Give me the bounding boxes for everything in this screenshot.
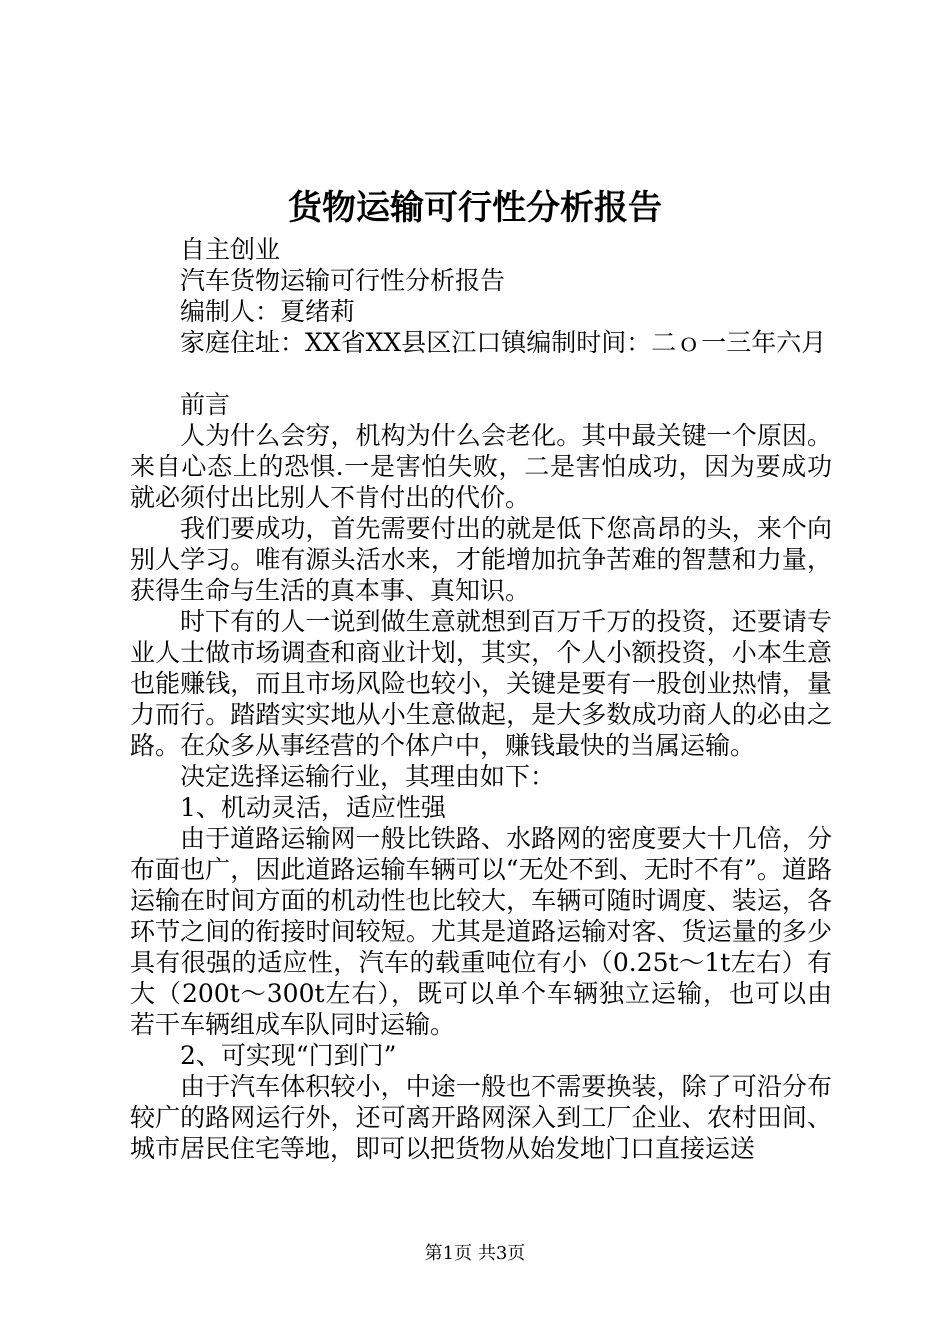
- document-body: [130, 234, 832, 1164]
- paragraph-5: 由于道路运输网一般比铁路、水路网的密度要大十几倍，分布面也广，因此道路运输车辆可以“无处不到、无时不有”。道路运输在时间方面的机动性也比较大，车辆可随时调度、装运，各环节之间的衔接时间较短。尤其是道路运输对客、货运量的多少具有很强的适应性，汽车的载重吨位有小（0.25t～1t左右）有大（200t～300t左右），既可以单个车辆独立运输，也可以由若干车辆组成车队同时运输。: [130, 824, 832, 1039]
- paragraph-1: 人为什么会穷，机构为什么会老化。其中最关键一个原因。来自心态上的恐惧.一是害怕失败，二是害怕成功，因为要成功就必须付出比别人不肯付出的代价。: [130, 421, 832, 512]
- meta-line-category: 自主创业: [180, 235, 281, 264]
- page-footer: 第1页 共3页: [424, 1243, 526, 1264]
- meta-line-address-date: 家庭住址：XX省XX县区江口镇编制时间：二ｏ一三年六月: [180, 328, 827, 357]
- paragraph-4: 决定选择运输行业，其理由如下：: [180, 762, 556, 791]
- spacer: [130, 358, 832, 389]
- document-title: 货物运输可行性分析报告: [288, 188, 662, 228]
- paragraph-2: 我们要成功，首先需要付出的就是低下您高昂的头，来个向别人学习。唯有源头活水来，才能增加抗争苦难的智慧和力量，获得生命与生活的真本事、真知识。: [130, 514, 832, 605]
- section-heading: 前言: [180, 390, 231, 419]
- subheading-2: 2、可实现“门到门”: [180, 1041, 397, 1070]
- paragraph-3: 时下有的人一说到做生意就想到百万千万的投资，还要请专业人士做市场调查和商业计划，其实，个人小额投资，小本生意也能赚钱，而且市场风险也较小，关键是要有一股创业热情，量力而行。踏踏实实地从小生意做起，是大多数成功商人的必由之路。在众多从事经营的个体户中，赚钱最快的当属运输。: [130, 607, 832, 760]
- paragraph-6: 由于汽车体积较小，中途一般也不需要换装，除了可沿分布较广的路网运行外，还可离开路网深入到工厂企业、农村田间、城市居民住宅等地，即可以把货物从始发地门口直接运送: [130, 1072, 832, 1163]
- subheading-1: 1、机动灵活，适应性强: [180, 793, 446, 822]
- meta-line-author: 编制人：夏绪莉: [180, 297, 356, 326]
- meta-line-report-name: 汽车货物运输可行性分析报告: [180, 266, 506, 295]
